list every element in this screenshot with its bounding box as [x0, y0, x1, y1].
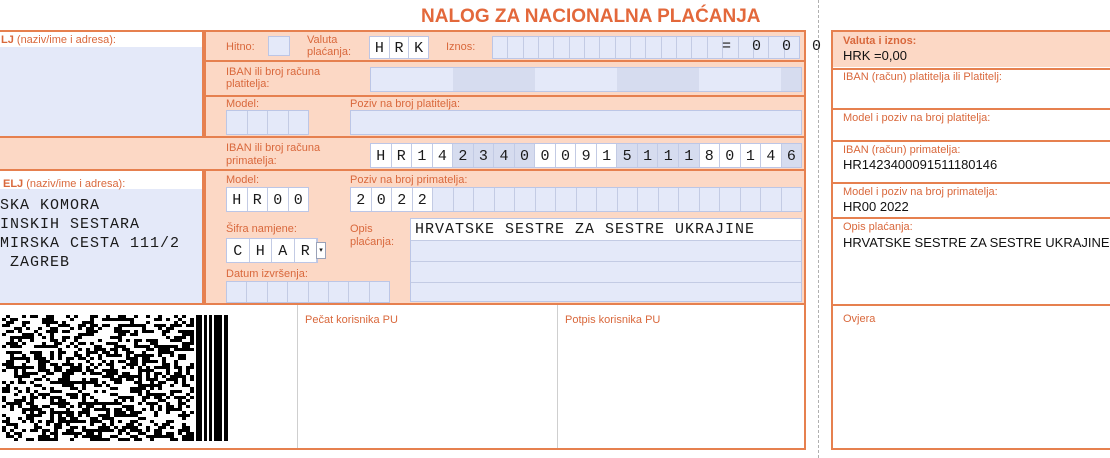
payer-iban-model-block: [204, 60, 806, 138]
receipt-iban-primatelj-label: IBAN (račun) primatelja:: [843, 144, 961, 156]
valuta-cell: H: [370, 37, 390, 58]
iznos-label: Iznos:: [446, 41, 476, 53]
recipient-iban-field[interactable]: H R 1 4 2 3 4 0 0 0 9 1 5 1 1 1 8 0 1 4 6: [370, 143, 802, 168]
recipient-poziv-field[interactable]: 2 0 2 2: [350, 187, 802, 212]
receipt-valuta-value: HRK =0,00: [843, 48, 907, 63]
receipt-model-platitelj-label: Model i poziv na broj platitelja:: [843, 112, 991, 124]
recipient-iban-row: [0, 136, 806, 171]
recipient-poziv-label: Poziv na broj primatelja:: [350, 174, 468, 186]
valuta-label-1: Valuta: [307, 34, 338, 46]
payer-iban-field[interactable]: [370, 67, 802, 92]
datum-field[interactable]: [226, 281, 390, 303]
valuta-field[interactable]: [369, 36, 429, 59]
urgency-currency-amount-row: [204, 30, 823, 62]
recipient-model-label: Model:: [226, 174, 260, 186]
recipient-iban-label-1: IBAN ili broj računa: [226, 142, 321, 154]
receipt-ovjera-box: [831, 304, 1110, 450]
receipt-opis-label: Opis plaćanja:: [843, 221, 913, 233]
payer-model-label: Model:: [226, 98, 260, 110]
bottom-block: [0, 303, 806, 450]
receipt-iban-primatelj-value: HR1423400091511180146: [843, 157, 998, 172]
valuta-label-2: plaćanja:: [307, 46, 352, 58]
recipient-model-field[interactable]: H R 0 0: [226, 187, 309, 212]
hitno-label: Hitno:: [226, 41, 255, 53]
iznos-value: = 0 0 0: [722, 38, 823, 55]
receipt-iban-platitelj-label: IBAN (račun) platitelja ili Platitelj:: [843, 71, 1002, 83]
opis-value: HRVATSKE SESTRE ZA SESTRE UKRAJINE: [415, 221, 756, 238]
recipient-details-block: [204, 169, 806, 305]
receipt-model-primatelj-value: HR00 2022: [843, 199, 909, 214]
opis-label-1: Opis: [350, 223, 373, 235]
barcode-2d-icon: [2, 315, 230, 441]
recipient-line: MIRSKA CESTA 111/2: [0, 235, 181, 252]
valuta-cell: R: [390, 37, 410, 58]
payer-model-field[interactable]: [226, 110, 309, 135]
payer-poziv-label: Poziv na broj platitelja:: [350, 98, 461, 110]
recipient-iban-label-2: primatelja:: [226, 155, 277, 167]
sifra-label: Šifra namjene:: [226, 223, 297, 235]
receipt-opis-value: HRVATSKE SESTRE ZA SESTRE UKRAJINE: [843, 235, 1110, 250]
pecat-label: Pečat korisnika PU: [305, 314, 398, 326]
recipient-line: INSKIH SESTARA: [0, 216, 141, 233]
sifra-dropdown-icon[interactable]: ▾: [316, 242, 326, 259]
receipt-ovjera-label: Ovjera: [843, 313, 876, 325]
potpis-label: Potpis korisnika PU: [565, 314, 661, 326]
cut-line: [818, 0, 819, 458]
recipient-line: SKA KOMORA: [0, 197, 101, 214]
datum-label: Datum izvršenja:: [226, 268, 308, 280]
recipient-label: ELJ (naziv/ime i adresa):: [3, 178, 126, 190]
receipt-model-primatelj-label: Model i poziv na broj primatelja:: [843, 186, 998, 198]
page-title: NALOG ZA NACIONALNA PLAĆANJA: [421, 6, 761, 27]
payer-label: LJ (naziv/ime i adresa):: [1, 34, 116, 46]
opis-field[interactable]: [410, 218, 802, 302]
recipient-box: [0, 169, 204, 305]
payer-poziv-field[interactable]: [350, 110, 802, 135]
valuta-cell: K: [414, 40, 424, 57]
receipt-valuta-label: Valuta i iznos:: [843, 35, 917, 47]
receipt-panel: [831, 30, 1110, 306]
recipient-line: ZAGREB: [0, 254, 71, 271]
opis-label-2: plaćanja:: [350, 236, 395, 248]
payer-iban-label-2: platitelja:: [226, 78, 270, 90]
sifra-field[interactable]: C H A R ▾: [226, 238, 318, 263]
hitno-checkbox[interactable]: [268, 36, 290, 56]
payer-iban-label-1: IBAN ili broj računa: [226, 66, 321, 78]
